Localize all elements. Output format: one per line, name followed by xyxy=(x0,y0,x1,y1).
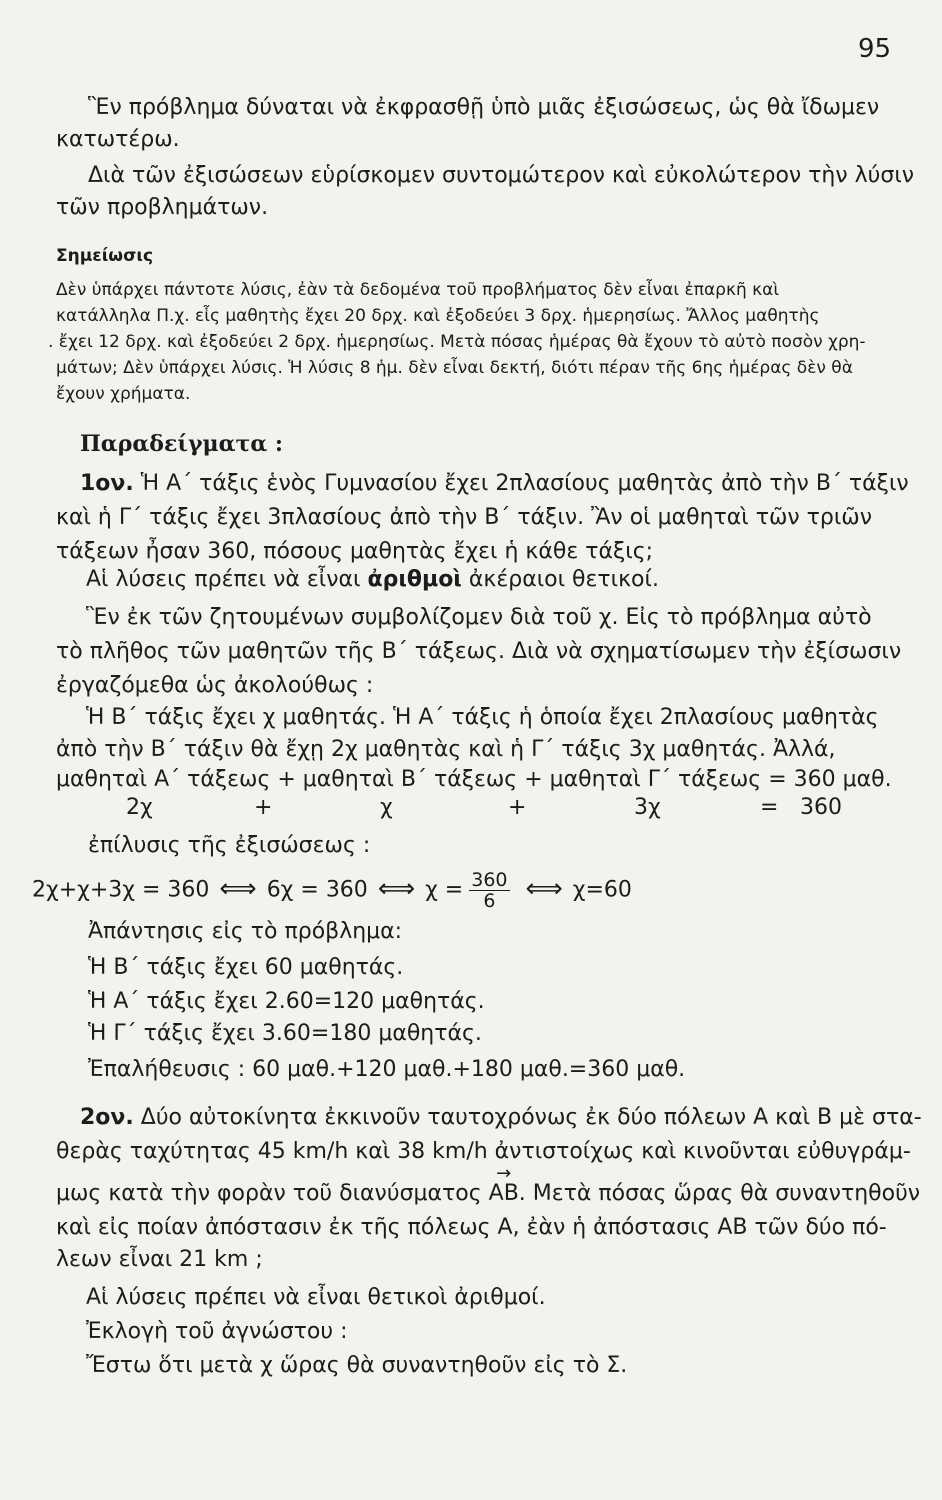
solving-label: ἐπίλυσις τῆς ἐξισώσεως : xyxy=(88,833,371,858)
example-1-line-9: ἀπὸ τὴν Β΄ τάξιν θὰ ἔχῃ 2χ μαθητὰς καὶ ἡ Γ΄ τάξις 3χ μαθητάς. Ἀλλά, xyxy=(56,737,836,762)
intro-line-3: Διὰ τῶν ἐξισώσεων εὑρίσκομεν συντομώτερον καὶ εὐκολώτερον τὴν λύσιν xyxy=(88,163,915,188)
answer-line-2: Ἡ Α΄ τάξις ἔχει 2.60=120 μαθητάς. xyxy=(88,989,485,1014)
equation-plus-2: + xyxy=(508,795,527,820)
note-line-5: ἔχουν χρήματα. xyxy=(56,384,191,404)
equation-plus-1: + xyxy=(254,795,273,820)
fraction-denominator: 6 xyxy=(483,890,496,912)
equation-term-x: χ xyxy=(380,795,393,820)
solution-fraction xyxy=(469,870,509,911)
example-2-line-7: Ἐκλογὴ τοῦ ἀγνώστου : xyxy=(86,1319,348,1344)
example-1-line-8: Ἡ Β΄ τάξις ἔχει χ μαθητάς. Ἡ Α΄ τάξις ἡ ὁποία ἔχει 2πλασίους μαθητὰς xyxy=(86,705,879,730)
intro-line-1: Ἓν πρόβλημα δύναται νὰ ἐκφρασθῇ ὑπὸ μιᾶς ἐξισώσεως, ὡς θὰ ἴδωμεν xyxy=(88,95,880,120)
example-1-line-3: τάξεων ἦσαν 360, πόσους μαθητὰς ἔχει ἡ κάθε τάξις; xyxy=(56,539,654,564)
equation-total: 360 xyxy=(800,795,842,820)
equivalence-arrow-icon: ⟺ xyxy=(219,873,257,904)
note-line-2: κατάλληλα Π.χ. εἷς μαθητὴς ἔχει 20 δρχ. καὶ ἐξοδεύει 3 δρχ. ἡμερησίως. Ἄλλος μαθητὴς xyxy=(56,306,820,326)
equivalence-arrow-icon: ⟺ xyxy=(377,873,416,904)
equation-term-2x: 2χ xyxy=(126,795,153,820)
note-line-3: . ἔχει 12 δρχ. καὶ ἐξοδεύει 2 δρχ. ἡμερησίως. Μετὰ πόσας ἡμέρας θὰ ἔχουν τὸ αὐτὸ ποσὸν χρη- xyxy=(48,332,866,352)
example-1-line-4a: Αἱ λύσεις πρέπει νὰ εἶναι xyxy=(86,567,368,592)
example-1-first-line xyxy=(80,470,909,498)
equation-equals: = xyxy=(760,795,779,820)
example-1-line-7: ἐργαζόμεθα ὡς ἀκολούθως : xyxy=(56,673,374,698)
example-2-line-1: Δύο αὐτοκίνητα ἐκκινοῦν ταυτοχρόνως ἐκ δύο πόλεων Α καὶ Β μὲ στα- xyxy=(140,1105,922,1130)
examples-heading: Παραδείγματα : xyxy=(80,431,284,457)
example-1-label: 1ον. xyxy=(80,471,134,496)
example-2-line-3a: μως κατὰ τὴν φορὰν τοῦ διανύσματος xyxy=(56,1181,489,1206)
example-1-line-4c: ἀκέραιοι θετικοί. xyxy=(461,567,659,592)
solution-step-1: 2χ+χ+3χ = 360 xyxy=(32,877,210,903)
example-2-line-5: λεων εἶναι 21 km ; xyxy=(56,1247,263,1272)
vector-label: ΑΒ xyxy=(488,1181,519,1206)
equivalence-arrow-icon: ⟺ xyxy=(525,873,563,904)
intro-line-4: τῶν προβλημάτων. xyxy=(56,195,269,220)
solution-step-3: χ = xyxy=(425,877,464,903)
example-2-label: 2ον. xyxy=(80,1105,134,1130)
solution-result: χ=60 xyxy=(572,877,632,903)
vector-arrow-icon: → xyxy=(496,1163,512,1184)
example-2-line-3b: . Μετὰ πόσας ὥρας θὰ συναντηθοῦν xyxy=(518,1181,921,1206)
example-1-line-4b: ἀριθμοὶ xyxy=(367,567,462,592)
example-2-line-6: Αἱ λύσεις πρέπει νὰ εἶναι θετικοὶ ἀριθμοί. xyxy=(86,1285,546,1310)
verification-line: Ἐπαλήθευσις : 60 μαθ.+120 μαθ.+180 μαθ.=360 μαθ. xyxy=(88,1057,686,1082)
example-1-line-1: Ἡ Α΄ τάξις ἑνὸς Γυμνασίου ἔχει 2πλασίους μαθητὰς ἀπὸ τὴν Β΄ τάξιν xyxy=(140,471,909,496)
example-2-line-8: Ἔστω ὅτι μετὰ χ ὥρας θὰ συναντηθοῦν εἰς τὸ Σ. xyxy=(86,1353,628,1378)
page-number: 95 xyxy=(858,34,892,64)
note-heading: Σημείωσις xyxy=(56,246,154,266)
example-1-line-10: μαθηταὶ Α΄ τάξεως + μαθηταὶ Β΄ τάξεως + μαθηταὶ Γ΄ τάξεως = 360 μαθ. xyxy=(56,767,892,792)
equation-term-3x: 3χ xyxy=(634,795,661,820)
answer-line-3: Ἡ Γ΄ τάξις ἔχει 3.60=180 μαθητάς. xyxy=(88,1021,482,1046)
solution-step-2: 6χ = 360 xyxy=(266,877,368,903)
example-2-line-4: καὶ εἰς ποίαν ἀπόστασιν ἐκ τῆς πόλεως Α, ἐὰν ἡ ἀπόστασις ΑΒ τῶν δύο πό- xyxy=(56,1215,887,1240)
example-1-line-2: καὶ ἡ Γ΄ τάξις ἔχει 3πλασίους ἀπὸ τὴν Β΄ τάξιν. Ἂν οἱ μαθηταὶ τῶν τριῶν xyxy=(56,505,873,530)
fraction-numerator: 360 xyxy=(471,869,508,891)
example-1-line-5: Ἓν ἐκ τῶν ζητουμένων συμβολίζομεν διὰ τοῦ χ. Εἰς τὸ πρόβλημα αὐτὸ xyxy=(86,605,872,630)
example-1-line-6: τὸ πλῆθος τῶν μαθητῶν τῆς Β΄ τάξεως. Διὰ νὰ σχηματίσωμεν τὴν ἐξίσωσιν xyxy=(56,639,902,664)
solution-chain xyxy=(32,870,632,911)
answer-heading: Ἀπάντησις εἰς τὸ πρόβλημα: xyxy=(88,919,403,944)
note-line-1: Δὲν ὑπάρχει πάντοτε λύσις, ἐὰν τὰ δεδομένα τοῦ προβλήματος δὲν εἶναι ἐπαρκῆ καὶ xyxy=(56,280,780,300)
note-line-4: μάτων; Δὲν ὑπάρχει λύσις. Ἡ λύσις 8 ἡμ. δὲν εἶναι δεκτή, διότι πέραν τῆς 6ης ἡμέρας δὲν θὰ xyxy=(56,358,853,378)
example-2-line-2: θερὰς ταχύτητας 45 km/h καὶ 38 km/h ἀντιστοίχως καὶ κινοῦνται εὐθυγράμ- xyxy=(56,1139,911,1164)
example-2-line-3 xyxy=(56,1163,921,1208)
vector-ab xyxy=(488,1163,519,1208)
intro-line-2: κατωτέρω. xyxy=(56,127,180,152)
example-2-first-line xyxy=(80,1104,922,1132)
example-1-line-4 xyxy=(86,566,659,594)
answer-line-1: Ἡ Β΄ τάξις ἔχει 60 μαθητάς. xyxy=(88,955,404,980)
